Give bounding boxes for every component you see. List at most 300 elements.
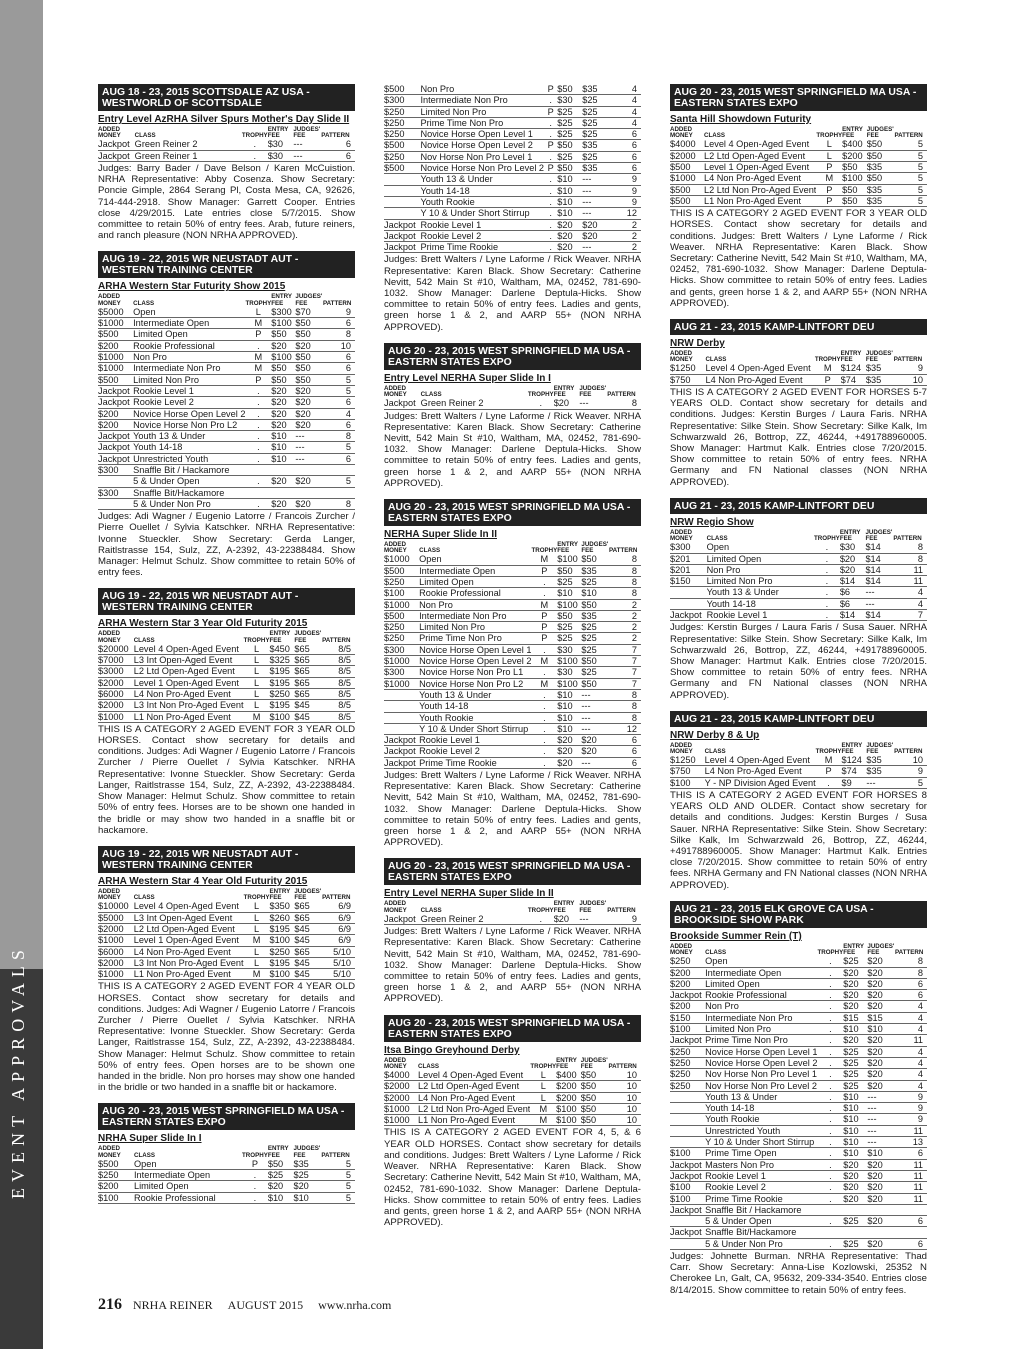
entry-fee: $6	[840, 598, 866, 609]
class-name: 5 & Under Non Pro	[705, 1238, 817, 1249]
trophy: .	[817, 956, 843, 967]
entry-fee: $195	[269, 677, 294, 688]
judges-fee: $65	[294, 912, 322, 923]
trophy: .	[528, 914, 554, 925]
added-money: $100	[670, 1024, 705, 1035]
table-row	[670, 195, 927, 206]
judges-fee: ---	[581, 757, 609, 768]
pattern: 2	[609, 599, 641, 610]
added-money: $250	[384, 633, 419, 644]
judges-fee: $20	[295, 408, 323, 419]
class-name: Unrestricted Youth	[133, 453, 245, 464]
publication-name: NRHA REINER	[133, 1298, 213, 1312]
pattern: 9	[895, 1091, 927, 1102]
table-row	[98, 139, 355, 150]
class-name: Level 4 Open-Aged Event	[134, 644, 244, 655]
event-header: AUG 20 - 23, 2015 WEST SPRINGFIELD MA USA - EASTERN STATES EXPO	[670, 84, 927, 111]
pattern: 4	[895, 1080, 927, 1091]
judges-fee: $65	[294, 644, 322, 655]
event-listing	[384, 84, 641, 333]
class-name: Rookie Professional	[134, 1192, 242, 1203]
trophy: M	[531, 599, 557, 610]
pattern: 13	[895, 1137, 927, 1148]
entry-fee: $50	[557, 84, 582, 95]
judges-fee: $20	[295, 419, 323, 430]
judges-fee: ---	[579, 914, 607, 925]
added-money: Jackpot	[98, 139, 135, 150]
table-row	[98, 688, 355, 699]
class-name: Level 4 Open-Aged Event	[704, 139, 816, 150]
class-table	[670, 126, 927, 207]
class-table-header	[384, 900, 641, 913]
pattern: 11	[895, 1035, 927, 1046]
class-name: Green Reiner 2	[421, 914, 528, 925]
judges-fee: $35	[866, 363, 894, 374]
pattern: 10	[608, 1103, 641, 1114]
trophy: P	[544, 163, 557, 174]
column-heading: ENTRY FEE	[553, 900, 575, 914]
added-money: $300	[384, 667, 419, 678]
table-row	[98, 464, 355, 475]
trophy: P	[544, 140, 557, 151]
entry-fee: $15	[843, 1012, 867, 1023]
added-money: $250	[384, 622, 419, 633]
table-row	[670, 1204, 927, 1215]
class-name: L1 Non Pro-Aged Event	[134, 711, 244, 722]
trophy: L	[244, 923, 270, 934]
table-row	[670, 1137, 927, 1148]
class-name: Non Pro	[133, 352, 245, 363]
column-heading: ENTRY FEE	[267, 126, 289, 140]
class-name: Youth Rookie	[705, 1114, 817, 1125]
event-listing	[384, 499, 641, 848]
column-heading: CLASS	[705, 356, 727, 364]
class-name: Intermediate Non Pro	[133, 363, 245, 374]
added-money	[670, 1103, 705, 1114]
pattern: 8	[609, 565, 641, 576]
added-money: Jackpot	[384, 746, 419, 757]
pattern: 9	[895, 1114, 927, 1125]
table-row	[670, 542, 927, 553]
added-money: $200	[98, 1181, 134, 1192]
table-row	[384, 689, 641, 700]
table-row	[98, 329, 355, 340]
trophy: P	[531, 610, 557, 621]
entry-fee: $25	[557, 633, 581, 644]
table-row	[670, 1114, 927, 1125]
trophy: .	[817, 1024, 843, 1035]
added-money: Jackpot	[98, 431, 133, 442]
entry-fee: $124	[841, 363, 866, 374]
judges-fee: $25	[582, 151, 609, 162]
trophy: M	[531, 678, 557, 689]
entry-fee: $200	[842, 150, 867, 161]
event-header: AUG 21 - 23, 2015 ELK GROVE CA USA - BROOKSIDE SHOW PARK	[670, 901, 927, 928]
added-money: $1000	[98, 318, 133, 329]
entry-fee: $195	[269, 957, 294, 968]
event-listing	[670, 711, 927, 891]
pattern: 8	[323, 498, 355, 509]
trophy: P	[816, 162, 842, 173]
column-heading: JUDGES' FEE	[865, 528, 893, 543]
entry-fee: $10	[843, 1125, 867, 1136]
entry-fee: $100	[556, 1103, 581, 1114]
trophy: .	[528, 398, 554, 409]
added-money	[384, 174, 420, 185]
trophy: L	[244, 666, 270, 677]
judges-fee: $35	[582, 84, 609, 95]
judges-fee: $50	[581, 1081, 609, 1092]
added-money: Jackpot	[98, 385, 133, 396]
class-name: L1 Non Pro-Aged Event	[704, 195, 816, 206]
event-header: AUG 18 - 23, 2015 SCOTTSDALE AZ USA - WESTWORLD OF SCOTTSDALE	[98, 84, 355, 111]
entry-fee: $20	[557, 219, 582, 230]
trophy: .	[245, 442, 271, 453]
column-heading: ADDED MONEY	[384, 541, 407, 555]
entry-fee: $20	[554, 914, 580, 925]
judges-fee: ---	[865, 598, 893, 609]
class-name: Non Pro	[419, 599, 531, 610]
class-name: Rookie Level 2	[705, 1182, 817, 1193]
table-row	[98, 1159, 355, 1170]
added-money: $1000	[384, 1115, 418, 1126]
added-money: $300	[98, 464, 133, 475]
entry-fee: $20	[271, 385, 295, 396]
trophy: L	[244, 677, 270, 688]
column-heading: CLASS	[133, 299, 155, 307]
pattern: 8	[609, 712, 641, 723]
column-heading: ENTRY FEE	[841, 741, 863, 755]
column-heading: JUDGES' FEE	[581, 541, 609, 555]
class-name: Limited Non Pro	[419, 622, 531, 633]
added-money: $1000	[384, 554, 419, 565]
trophy: P	[816, 766, 842, 777]
added-money: $5000	[98, 307, 133, 318]
table-row	[384, 174, 641, 185]
table-row	[98, 150, 355, 161]
table-row	[98, 1192, 355, 1203]
column-heading: ADDED MONEY	[670, 350, 693, 364]
judges-fee: $65	[294, 666, 322, 677]
table-row	[384, 712, 641, 723]
column-heading: CLASS	[418, 1062, 439, 1070]
class-name: Rookie Professional	[133, 340, 245, 351]
table-row	[670, 1035, 927, 1046]
issue-date: AUGUST 2015	[227, 1298, 304, 1312]
pattern: 5	[323, 442, 355, 453]
entry-fee: $20	[557, 757, 581, 768]
trophy: .	[817, 1069, 843, 1080]
class-name: Open	[705, 956, 817, 967]
class-name: Novice Horse Open Level 2	[133, 408, 246, 419]
judges-fee: $25	[581, 644, 609, 655]
entry-fee: $25	[843, 1080, 867, 1091]
judges-fee: $25	[293, 1170, 321, 1181]
event-title: ARHA Western Star Futurity Show 2015	[98, 281, 286, 293]
pattern: 6	[323, 397, 355, 408]
pattern	[895, 1204, 927, 1215]
class-name: Level 1 Open-Aged Event	[134, 677, 244, 688]
class-name: Nov Horse Non Pro Level 2	[705, 1080, 817, 1091]
table-row	[670, 956, 927, 967]
entry-fee	[271, 487, 295, 498]
class-table-header	[670, 742, 927, 755]
trophy	[245, 464, 271, 475]
class-name: Prime Time Rookie	[420, 242, 544, 253]
class-name: Masters Non Pro	[705, 1159, 817, 1170]
class-table-header	[384, 541, 641, 554]
judges-fee: $50	[867, 150, 895, 161]
pattern: 9	[609, 174, 641, 185]
event-header: AUG 21 - 23, 2015 KAMP-LINTFORT DEU	[670, 319, 927, 335]
added-money: $100	[98, 1192, 134, 1203]
entry-fee: $25	[557, 577, 581, 588]
judges-fee: $50	[581, 678, 609, 689]
pattern: 6	[323, 363, 355, 374]
pattern: 5/10	[322, 957, 355, 968]
judges-fee: $10	[867, 1024, 895, 1035]
pattern: 9	[609, 196, 641, 207]
entry-fee: $400	[842, 139, 867, 150]
event-header: AUG 20 - 23, 2015 WEST SPRINGFIELD MA USA - EASTERN STATES EXPO	[384, 499, 641, 526]
event-listing	[670, 498, 927, 701]
class-name: Level 4 Open-Aged Event	[705, 755, 816, 766]
column-heading: PATTERN	[322, 636, 351, 644]
table-row	[670, 374, 927, 385]
pattern: 2	[609, 622, 641, 633]
column-3	[670, 84, 927, 1306]
trophy: .	[814, 564, 840, 575]
table-row	[98, 912, 355, 923]
event-listing	[98, 251, 355, 578]
class-name: 5 & Under Open	[705, 1216, 817, 1227]
pattern: 9	[323, 307, 355, 318]
judges-fee: $65	[294, 655, 322, 666]
judges-fee: ---	[867, 1114, 895, 1125]
column-heading: JUDGES' FEE	[293, 126, 321, 140]
judges-fee: $35	[581, 565, 609, 576]
class-name: Novice Horse Non Pro Level 2	[420, 163, 545, 174]
judges-fee: $50	[867, 139, 895, 150]
pattern: 6	[323, 419, 355, 430]
table-row	[384, 656, 641, 667]
table-row	[670, 1125, 927, 1136]
entry-fee: $25	[557, 151, 582, 162]
class-table	[670, 529, 927, 621]
table-row	[384, 735, 641, 746]
class-name: Limited Open	[707, 553, 814, 564]
added-money: $1000	[670, 173, 704, 184]
added-money: $250	[670, 1069, 705, 1080]
entry-fee: $10	[271, 431, 295, 442]
column-heading: TROPHY	[527, 391, 554, 399]
entry-fee: $25	[557, 129, 582, 140]
entry-fee	[271, 464, 295, 475]
class-name: Youth 13 & Under	[420, 174, 544, 185]
class-name: Youth Rookie	[419, 712, 531, 723]
table-row	[98, 385, 355, 396]
table-row	[384, 723, 641, 734]
pattern: 8/5	[322, 644, 355, 655]
pattern: 5	[894, 150, 927, 161]
added-money	[670, 1137, 705, 1148]
trophy: .	[242, 139, 268, 150]
pattern: 6	[609, 129, 641, 140]
table-row	[98, 1181, 355, 1192]
added-money: $201	[670, 553, 707, 564]
table-row	[670, 162, 927, 173]
pattern: 7	[609, 667, 641, 678]
judges-fee: $35	[582, 140, 609, 151]
entry-fee: $20	[843, 978, 867, 989]
class-name: Snaffle Bit / Hackamore	[705, 1204, 817, 1215]
column-heading: PATTERN	[894, 747, 923, 755]
added-money: $250	[98, 1170, 134, 1181]
pattern: 8/5	[322, 655, 355, 666]
judges-fee: $20	[867, 1193, 895, 1204]
table-row	[98, 419, 355, 430]
class-name: Youth 13 & Under	[419, 689, 531, 700]
judges-fee: $14	[865, 553, 893, 564]
table-row	[384, 757, 641, 768]
added-money	[670, 1125, 705, 1136]
class-table	[384, 541, 641, 769]
pattern: 5/10	[322, 946, 355, 957]
entry-fee: $10	[557, 174, 582, 185]
entry-fee: $10	[557, 712, 581, 723]
table-row	[384, 185, 641, 196]
added-money: $300	[98, 487, 133, 498]
column-heading: TROPHY	[531, 547, 558, 555]
entry-fee: $200	[556, 1092, 581, 1103]
event-details: THIS IS A CATEGORY 2 AGED EVENT FOR 3 YEAR OLD HORSES. Contact show secretary for details and conditions. Judges: Adi Wagner / Eugenio Latorre / Francois Zurcher / Pierre Ouellet / Sylvia Katschker. NRHA Representative: Ivonne Stueckler. Show Secretary: Gerda Langer, Raitlstrasse 154, Sulz, ZZ, A-2392, 43-22388484. Show Manager: Helmut Schulz. Show committee to retain 50% of entry fees. Horses are to be shown one handed in the bridle or may show two handed in a snaffle bit or hackamore.	[98, 723, 355, 836]
class-name: Green Reiner 1	[135, 150, 242, 161]
table-row	[384, 701, 641, 712]
judges-fee: $20	[295, 498, 323, 509]
pattern: 8	[609, 701, 641, 712]
trophy: L	[244, 901, 270, 912]
event-header: AUG 20 - 23, 2015 WEST SPRINGFIELD MA USA - EASTERN STATES EXPO	[384, 1015, 641, 1042]
pattern: 2	[609, 219, 641, 230]
table-row	[384, 163, 641, 174]
pattern: 8	[893, 542, 927, 553]
pattern: 5	[894, 777, 927, 788]
event-title: Entry Level AzRHA Silver Spurs Mother's Day Slide II	[98, 114, 350, 125]
class-table-header	[670, 943, 927, 956]
pattern: 8/5	[322, 711, 355, 722]
column-heading: JUDGES' FEE	[865, 350, 893, 364]
class-name: Novice Horse Open Level 2	[705, 1057, 818, 1068]
trophy: .	[245, 498, 271, 509]
judges-fee	[295, 487, 323, 498]
added-money: Jackpot	[384, 757, 419, 768]
pattern: 10	[608, 1092, 641, 1103]
entry-fee: $50	[268, 1159, 294, 1170]
event-details: Judges: Brett Walters / Lyne Laforme / Rick Weaver. NRHA Representative: Karen Black. Show Secretary: Catherine Nevitt, 542 Main St #10, Waltham, MA, 02452, 781-690-1032. Show Manager: Darlene Deptula-Hicks. Show committee to retain 50% of entry fees. Ladies and gents, green horse 1 & 2, and AARP 55+ (NON NRHA APPROVED).	[384, 254, 641, 333]
table-row	[384, 151, 641, 162]
table-row	[670, 1148, 927, 1159]
pattern: 6	[609, 757, 641, 768]
table-row	[670, 598, 927, 609]
pattern: 5/10	[322, 969, 355, 980]
pattern: 10	[323, 340, 355, 351]
judges-fee: ---	[866, 777, 894, 788]
table-row	[384, 84, 641, 95]
column-heading: CLASS	[704, 747, 726, 755]
added-money: $5000	[98, 912, 134, 923]
table-row	[670, 610, 927, 621]
trophy: P	[816, 184, 842, 195]
added-money: $250	[384, 117, 420, 128]
trophy: .	[814, 553, 840, 564]
trophy: M	[816, 755, 842, 766]
column-heading: CLASS	[133, 636, 155, 644]
pattern: 8/5	[322, 677, 355, 688]
event-title: Entry Level NERHA Super Slide In I	[384, 372, 551, 384]
class-name: L4 Non Pro-Aged Event	[134, 688, 244, 699]
added-money: $200	[670, 967, 705, 978]
entry-fee: $74	[841, 374, 866, 385]
added-money: Jackpot	[670, 1159, 705, 1170]
judges-fee: $20	[867, 1216, 895, 1227]
judges-fee: ---	[579, 398, 607, 409]
entry-fee: $100	[557, 656, 581, 667]
class-name: Open	[419, 554, 531, 565]
pattern: 11	[895, 1170, 927, 1181]
trophy: .	[531, 588, 557, 599]
class-name: Snaffle Bit/Hackamore	[133, 487, 245, 498]
trophy: .	[817, 1193, 843, 1204]
event-listing	[98, 588, 355, 836]
pattern: 8/5	[322, 700, 355, 711]
trophy: M	[530, 1103, 556, 1114]
pattern: 8	[323, 431, 355, 442]
table-row	[670, 1057, 927, 1068]
judges-fee: $50	[295, 374, 323, 385]
entry-fee: $20	[843, 1001, 867, 1012]
added-money: $1250	[670, 363, 705, 374]
judges-fee: $25	[582, 129, 609, 140]
column-heading: ADDED MONEY	[384, 1056, 407, 1070]
judges-fee: $35	[581, 610, 609, 621]
table-row	[384, 577, 641, 588]
trophy: .	[817, 1114, 843, 1125]
column-heading: TROPHY	[814, 535, 840, 543]
added-money	[384, 208, 420, 219]
trophy: .	[816, 777, 842, 788]
entry-fee: $14	[840, 610, 866, 621]
table-row	[384, 914, 641, 925]
added-money: $100	[384, 588, 419, 599]
event-details: THIS IS A CATEGORY 2 AGED EVENT FOR 4, 5, & 6 YEAR OLD HORSES. Contact show secretary for details and conditions. Judges: Brett Walters / Lyne Laforme / Rick Weaver. NRHA Representative: Karen Black. Show Secretary: Catherine Nevitt, 542 Main St #10, Waltham, MA, 02452, 781-690-1032. Show Manager: Darlene Deptula-Hicks. Show committee to retain 50% of entry fees. Ladies and gents, green horse 1 & 2, and AARP 55+ (NON NRHA APPROVED).	[384, 1127, 641, 1229]
trophy: .	[544, 196, 557, 207]
added-money: $2000	[98, 957, 134, 968]
trophy: .	[817, 1125, 843, 1136]
pattern: 8	[323, 329, 355, 340]
class-table	[670, 350, 927, 386]
added-money: $2000	[670, 150, 704, 161]
pattern: 11	[895, 1159, 927, 1170]
table-row	[98, 969, 355, 980]
trophy: .	[544, 219, 557, 230]
class-name: Nov Horse Non Pro Level 1	[420, 151, 544, 162]
table-row	[98, 374, 355, 385]
class-name: Novice Horse Non Pro L2	[419, 678, 531, 689]
pattern: 6	[895, 1216, 927, 1227]
pattern: 4	[323, 408, 355, 419]
pattern: 7	[609, 678, 641, 689]
entry-fee: $100	[557, 554, 581, 565]
